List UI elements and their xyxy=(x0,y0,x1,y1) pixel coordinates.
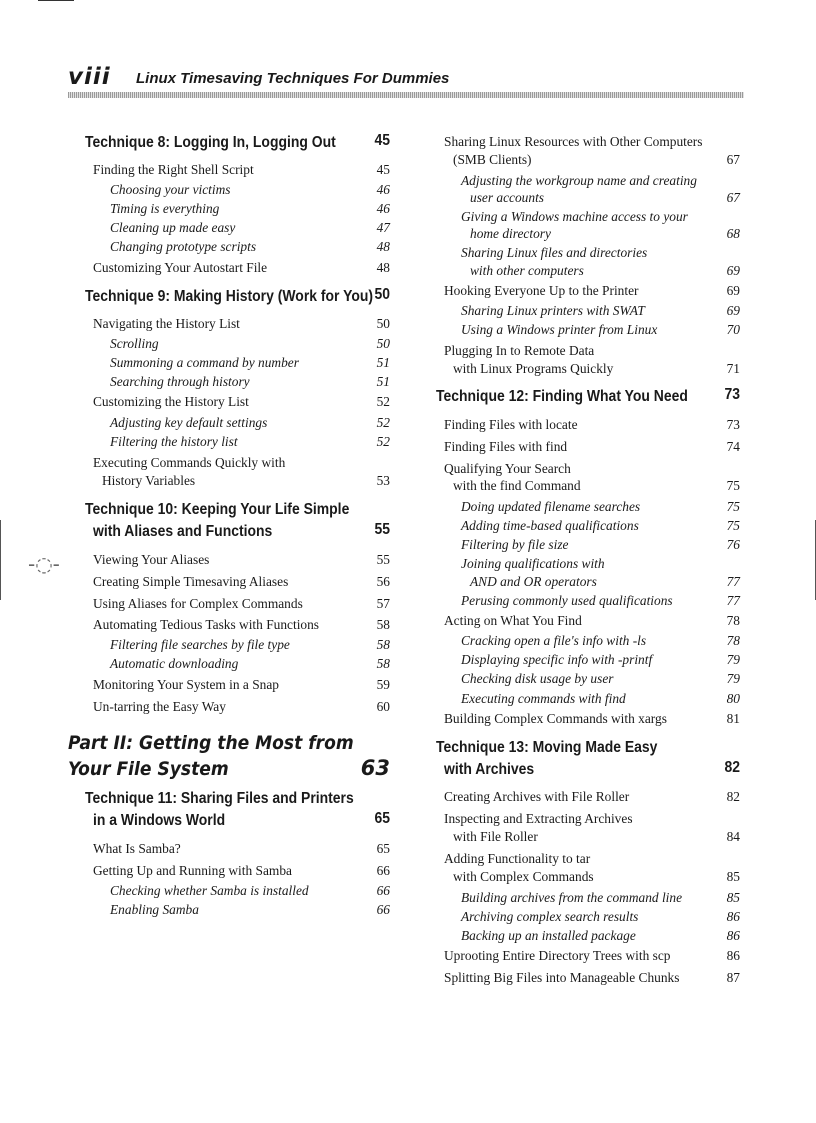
toc-subentry: Enabling Samba 66 xyxy=(110,902,390,917)
toc-subentry: Perusing commonly used qualifications 77 xyxy=(461,593,740,608)
toc-entry: Executing Commands Quickly with xyxy=(93,455,286,470)
technique-10-title-cont: with Aliases and Functions xyxy=(93,523,273,540)
toc-subentry: Scrolling 50 xyxy=(110,336,390,351)
toc-entry: Finding the Right Shell Script 45 xyxy=(93,162,390,177)
toc-subentry: Executing commands with find 80 xyxy=(461,691,740,706)
part-2-title: Part II: Getting the Most from xyxy=(68,732,354,754)
toc-subentry: Adjusting the workgroup name and creating xyxy=(461,173,697,188)
technique-8-page: 45 xyxy=(374,132,390,149)
technique-13-title: Technique 13: Moving Made Easy xyxy=(436,739,658,756)
toc-subentry: Checking disk usage by user 79 xyxy=(461,671,740,686)
toc-entry: Building Complex Commands with xargs 81 xyxy=(444,711,740,726)
toc-subentry-cont: home directory 68 xyxy=(470,226,740,241)
part-2-page: 63 xyxy=(360,756,390,780)
toc-entry: What Is Samba? 65 xyxy=(93,841,390,856)
toc-entry: Viewing Your Aliases 55 xyxy=(93,552,390,567)
toc-entry: Adding Functionality to tar xyxy=(444,851,591,866)
header-rule xyxy=(68,92,744,98)
crop-mark-left xyxy=(0,520,1,600)
toc-entry-cont: (SMB Clients) 67 xyxy=(453,152,740,167)
toc-subentry: Sharing Linux printers with SWAT 69 xyxy=(461,303,740,318)
toc-subentry-cont: with other computers 69 xyxy=(470,263,740,278)
toc-entry: Hooking Everyone Up to the Printer 69 xyxy=(444,283,740,298)
toc-subentry: Filtering the history list 52 xyxy=(110,434,390,449)
toc-subentry: Automatic downloading 58 xyxy=(110,656,390,671)
part-2-title-cont: Your File System xyxy=(68,758,229,780)
running-title: Linux Timesaving Techniques For Dummies xyxy=(136,70,450,87)
toc-subentry: Choosing your victims 46 xyxy=(110,182,390,197)
toc-entry: Sharing Linux Resources with Other Computers xyxy=(444,134,703,149)
toc-subentry: Doing updated filename searches 75 xyxy=(461,499,740,514)
toc-entry: Splitting Big Files into Manageable Chunks 87 xyxy=(444,970,740,985)
toc-entry: Automating Tedious Tasks with Functions 58 xyxy=(93,617,390,632)
technique-9-title: Technique 9: Making History (Work for You) xyxy=(85,288,374,305)
technique-13-page: 82 xyxy=(724,759,740,776)
technique-12-title: Technique 12: Finding What You Need xyxy=(436,388,688,405)
toc-subentry: Timing is everything 46 xyxy=(110,201,390,216)
toc-subentry: Checking whether Samba is installed 66 xyxy=(110,883,390,898)
technique-13-title-cont: with Archives xyxy=(444,761,535,778)
page-folio: viii xyxy=(68,64,111,90)
toc-entry: Qualifying Your Search xyxy=(444,461,571,476)
toc-entry: Finding Files with find 74 xyxy=(444,439,740,454)
technique-11-title-cont: in a Windows World xyxy=(93,812,226,829)
toc-entry: Monitoring Your System in a Snap 59 xyxy=(93,677,390,692)
toc-entry-cont: with the find Command 75 xyxy=(453,478,740,493)
toc-subentry: Adding time-based qualifications 75 xyxy=(461,518,740,533)
toc-subentry: Building archives from the command line 85 xyxy=(461,890,740,905)
toc-subentry: Filtering by file size 76 xyxy=(461,537,740,552)
toc-subentry: Summoning a command by number 51 xyxy=(110,355,390,370)
toc-subentry: Cleaning up made easy 47 xyxy=(110,220,390,235)
toc-subentry: Giving a Windows machine access to your xyxy=(461,209,688,224)
page-header xyxy=(68,64,744,94)
toc-entry: Creating Simple Timesaving Aliases 56 xyxy=(93,574,390,589)
toc-subentry: Archiving complex search results 86 xyxy=(461,909,740,924)
toc-subentry: Changing prototype scripts 48 xyxy=(110,239,390,254)
technique-8-title: Technique 8: Logging In, Logging Out xyxy=(85,134,336,151)
toc-entry: Finding Files with locate 73 xyxy=(444,417,740,432)
toc-subentry: Displaying specific info with -printf 79 xyxy=(461,652,740,667)
crop-mark-top xyxy=(38,0,74,1)
toc-entry: Using Aliases for Complex Commands 57 xyxy=(93,596,390,611)
toc-entry: Customizing the History List 52 xyxy=(93,394,390,409)
toc-entry-cont: History Variables 53 xyxy=(102,473,390,488)
toc-entry: Inspecting and Extracting Archives xyxy=(444,811,633,826)
toc-entry-cont: with Complex Commands 85 xyxy=(453,869,740,884)
technique-9-page: 50 xyxy=(374,286,390,303)
toc-entry-cont: with Linux Programs Quickly 71 xyxy=(453,361,740,376)
toc-subentry: Using a Windows printer from Linux 70 xyxy=(461,322,740,337)
toc-entry: Acting on What You Find 78 xyxy=(444,613,740,628)
technique-11-title: Technique 11: Sharing Files and Printers xyxy=(85,790,354,807)
toc-subentry: Searching through history 51 xyxy=(110,374,390,389)
toc-entry: Uprooting Entire Directory Trees with scp 86 xyxy=(444,948,740,963)
toc-subentry: Sharing Linux files and directories xyxy=(461,245,648,260)
toc-subentry: Backing up an installed package 86 xyxy=(461,928,740,943)
technique-12-page: 73 xyxy=(724,386,740,403)
toc-entry: Un-tarring the Easy Way 60 xyxy=(93,699,390,714)
toc-entry: Plugging In to Remote Data xyxy=(444,343,595,358)
toc-subentry: Joining qualifications with xyxy=(461,556,605,571)
toc-entry: Customizing Your Autostart File 48 xyxy=(93,260,390,275)
technique-11-page: 65 xyxy=(374,810,390,827)
toc-subentry: Filtering file searches by file type 58 xyxy=(110,637,390,652)
toc-entry: Navigating the History List 50 xyxy=(93,316,390,331)
technique-10-page: 55 xyxy=(374,521,390,538)
toc-entry: Creating Archives with File Roller 82 xyxy=(444,789,740,804)
toc-entry: Getting Up and Running with Samba 66 xyxy=(93,863,390,878)
toc-subentry: Adjusting key default settings 52 xyxy=(110,415,390,430)
toc-subentry-cont: AND and OR operators 77 xyxy=(470,574,740,589)
toc-subentry-cont: user accounts 67 xyxy=(470,190,740,205)
technique-10-title: Technique 10: Keeping Your Life Simple xyxy=(85,501,350,518)
toc-entry-cont: with File Roller 84 xyxy=(453,829,740,844)
registration-mark-icon: -◌- xyxy=(28,552,60,576)
toc-subentry: Cracking open a file's info with -ls 78 xyxy=(461,633,740,648)
